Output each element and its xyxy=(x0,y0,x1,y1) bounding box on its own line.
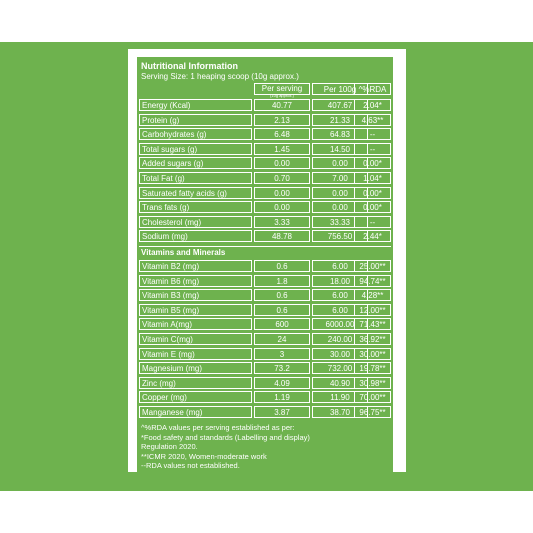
footnote-line: --RDA values not established. xyxy=(141,461,240,471)
table-row xyxy=(137,216,393,229)
per-serving-value: 0.00 xyxy=(254,187,310,199)
nutrient-name: Saturated fatty acids (g) xyxy=(139,187,252,199)
rda-value: 0.00* xyxy=(354,187,391,199)
table-row xyxy=(137,348,393,361)
per-serving-value: 3 xyxy=(254,348,310,360)
per-100g-value: 0.00 xyxy=(312,187,368,199)
per-serving-value: 4.09 xyxy=(254,377,310,389)
section-vitamins: Vitamins and Minerals xyxy=(139,246,391,258)
table-row xyxy=(137,128,393,141)
nutrient-name: Vitamin B3 (mg) xyxy=(139,289,252,301)
per-100g-value: 14.50 xyxy=(312,143,368,155)
nutrient-name: Manganese (mg) xyxy=(139,406,252,418)
table-row xyxy=(137,318,393,331)
nutrient-name: Vitamin B6 (mg) xyxy=(139,275,252,287)
per-100g-value: 0.00 xyxy=(312,157,368,169)
col-per-100g: Per 100g xyxy=(312,83,368,95)
per-serving-value: 3.33 xyxy=(254,216,310,228)
rda-value: -- xyxy=(354,216,391,228)
nutrient-name: Zinc (mg) xyxy=(139,377,252,389)
per-100g-value: 732.00 xyxy=(312,362,368,374)
rda-value: 25.00** xyxy=(354,260,391,272)
table-row xyxy=(137,406,393,419)
nutrient-name: Added sugars (g) xyxy=(139,157,252,169)
rda-value: -- xyxy=(354,128,391,140)
per-serving-value: 0.6 xyxy=(254,260,310,272)
table-row xyxy=(137,260,393,273)
rda-value: 30.00** xyxy=(354,348,391,360)
per-100g-value: 40.90 xyxy=(312,377,368,389)
rda-value: 96.75** xyxy=(354,406,391,418)
nutrient-name: Vitamin A(mg) xyxy=(139,318,252,330)
per-serving-value: 3.87 xyxy=(254,406,310,418)
per-serving-value: 0.00 xyxy=(254,157,310,169)
nutrient-name: Carbohydrates (g) xyxy=(139,128,252,140)
per-100g-value: 6.00 xyxy=(312,304,368,316)
footnote-line: Regulation 2020. xyxy=(141,442,198,452)
nutrient-name: Trans fats (g) xyxy=(139,201,252,213)
per-serving-value: 73.2 xyxy=(254,362,310,374)
per-serving-value: 24 xyxy=(254,333,310,345)
per-100g-value: 21.33 xyxy=(312,114,368,126)
nutrient-name: Total sugars (g) xyxy=(139,143,252,155)
per-100g-value: 30.00 xyxy=(312,348,368,360)
per-100g-value: 64.83 xyxy=(312,128,368,140)
per-100g-value: 7.00 xyxy=(312,172,368,184)
per-100g-value: 240.00 xyxy=(312,333,368,345)
per-100g-value: 18.00 xyxy=(312,275,368,287)
rda-value: 94.74** xyxy=(354,275,391,287)
rda-value: 30.98** xyxy=(354,377,391,389)
per-100g-value: 33.33 xyxy=(312,216,368,228)
footnote-line: *Food safety and standards (Labelling and display) xyxy=(141,432,310,442)
rda-value: 0.00* xyxy=(354,201,391,213)
rda-value: 2.44* xyxy=(354,230,391,242)
per-serving-value: 1.8 xyxy=(254,275,310,287)
per-serving-value: 0.00 xyxy=(254,201,310,213)
table-row xyxy=(137,391,393,404)
rda-value: 2.04* xyxy=(354,99,391,111)
table-row xyxy=(137,157,393,170)
rda-value: 19.78** xyxy=(354,362,391,374)
serving-size: Serving Size: 1 heaping scoop (10g approx.) xyxy=(141,72,299,81)
per-100g-value: 0.00 xyxy=(312,201,368,213)
table-row xyxy=(137,99,393,112)
per-serving-value: 1.19 xyxy=(254,391,310,403)
per-serving-value: 1.45 xyxy=(254,143,310,155)
nutrient-name: Cholesterol (mg) xyxy=(139,216,252,228)
nutrient-name: Vitamin C(mg) xyxy=(139,333,252,345)
per-100g-value: 6.00 xyxy=(312,289,368,301)
per-100g-value: 11.90 xyxy=(312,391,368,403)
nutrient-name: Vitamin B2 (mg) xyxy=(139,260,252,272)
per-100g-value: 756.50 xyxy=(312,230,368,242)
rda-value: 36.92** xyxy=(354,333,391,345)
table-row xyxy=(137,362,393,375)
col-per-serving: Per serving (10g approx.) xyxy=(254,83,310,95)
per-serving-value: 6.48 xyxy=(254,128,310,140)
per-100g-value: 38.70 xyxy=(312,406,368,418)
nutrient-name: Magnesium (mg) xyxy=(139,362,252,374)
per-100g-value: 6.00 xyxy=(312,260,368,272)
rda-value: 0.00* xyxy=(354,157,391,169)
nutrient-name: Copper (mg) xyxy=(139,391,252,403)
nutrient-name: Total Fat (g) xyxy=(139,172,252,184)
rda-value: 12.00** xyxy=(354,304,391,316)
table-row xyxy=(137,187,393,200)
table-row xyxy=(137,143,393,156)
rda-value: 1.04* xyxy=(354,172,391,184)
per-serving-value: 48.78 xyxy=(254,230,310,242)
table-row xyxy=(137,304,393,317)
rda-value: 70.00** xyxy=(354,391,391,403)
table-row xyxy=(137,289,393,302)
rda-value: -- xyxy=(354,143,391,155)
nutrition-table xyxy=(137,57,393,473)
per-serving-value: 0.6 xyxy=(254,304,310,316)
table-row xyxy=(137,201,393,214)
table-row xyxy=(137,172,393,185)
nutrient-name: Protein (g) xyxy=(139,114,252,126)
per-serving-value: 600 xyxy=(254,318,310,330)
table-row xyxy=(137,275,393,288)
nutrient-name: Sodium (mg) xyxy=(139,230,252,242)
table-row xyxy=(137,230,393,243)
table-title: Nutritional Information xyxy=(141,61,238,71)
footnote-line: **ICMR 2020, Women-moderate work xyxy=(141,451,267,461)
per-100g-value: 407.67 xyxy=(312,99,368,111)
footnote-line: ^%RDA values per serving established as per: xyxy=(141,423,295,432)
per-serving-value: 40.77 xyxy=(254,99,310,111)
table-row xyxy=(137,114,393,127)
col-rda: ^%RDA xyxy=(354,83,391,95)
rda-value: 4.63** xyxy=(354,114,391,126)
nutrient-name: Vitamin E (mg) xyxy=(139,348,252,360)
table-row xyxy=(137,377,393,390)
column-header-row xyxy=(137,83,393,96)
per-serving-value: 2.13 xyxy=(254,114,310,126)
table-row xyxy=(137,333,393,346)
rda-value: 4.28** xyxy=(354,289,391,301)
per-serving-value: 0.6 xyxy=(254,289,310,301)
per-serving-value: 0.70 xyxy=(254,172,310,184)
rda-value: 71.43** xyxy=(354,318,391,330)
per-100g-value: 6000.00 xyxy=(312,318,368,330)
nutrient-name: Vitamin B5 (mg) xyxy=(139,304,252,316)
nutrient-name: Energy (Kcal) xyxy=(139,99,252,111)
